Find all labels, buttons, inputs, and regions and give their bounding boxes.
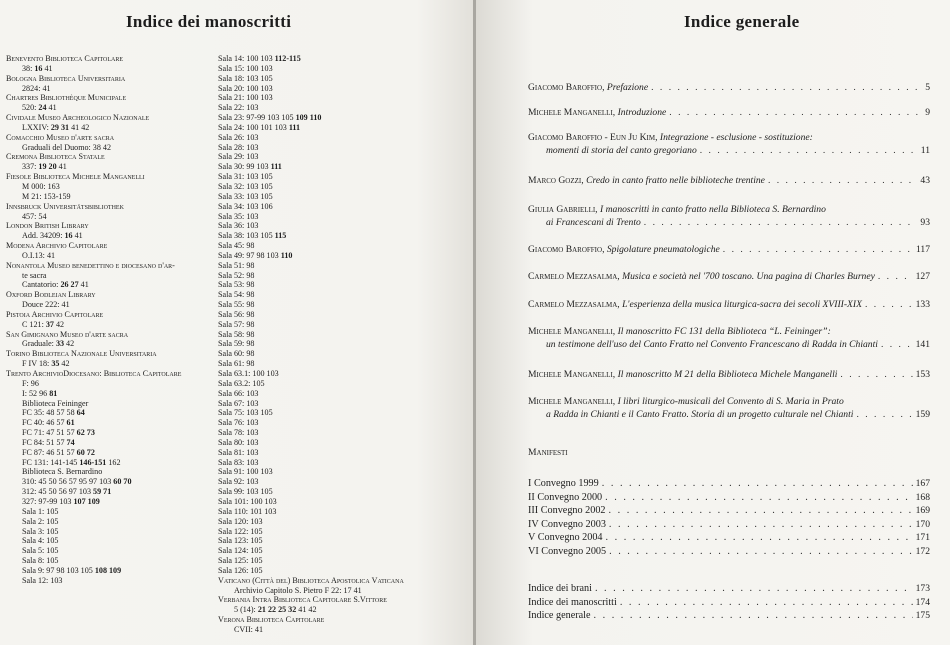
toc-author: Michele Manganelli, bbox=[528, 326, 616, 337]
index-entry: Graduali del Duomo: 38 42 bbox=[22, 142, 112, 152]
index-entry: Sala 33: 103 105 bbox=[218, 191, 273, 201]
toc-author: Michele Manganelli, bbox=[528, 369, 616, 380]
index-entry: Torino Biblioteca Nazionale Universitaria bbox=[6, 349, 157, 359]
index-entry: Sala 92: 103 bbox=[218, 477, 259, 487]
toc-line bbox=[528, 396, 930, 409]
index-entry: Sala 126: 105 bbox=[218, 565, 263, 575]
index-entry: Sala 23: 97-99 103 105 109 110 bbox=[218, 113, 322, 123]
left-page bbox=[0, 0, 474, 645]
index-entry: Sala 101: 100 103 bbox=[218, 496, 277, 506]
index-entry: Sala 49: 97 98 103 110 bbox=[218, 250, 293, 260]
index-entry: Sala 56: 98 bbox=[218, 309, 255, 319]
toc-entry bbox=[528, 326, 930, 351]
toc-title: III Convegno 2002 bbox=[528, 505, 606, 517]
toc-line bbox=[528, 505, 930, 518]
toc-entry bbox=[528, 505, 930, 518]
index-column-2 bbox=[218, 54, 468, 635]
toc-line bbox=[528, 132, 930, 145]
dot-leader bbox=[606, 532, 913, 545]
index-entry: Sala 52: 98 bbox=[218, 270, 255, 280]
index-entry: Sala 2: 105 bbox=[22, 516, 59, 526]
toc-page-number: 159 bbox=[915, 408, 930, 420]
toc-author: Marco Gozzi, bbox=[528, 175, 584, 186]
toc-title: Prefazione bbox=[606, 82, 649, 93]
index-entry: Add. 34209: 16 41 bbox=[22, 231, 83, 241]
index-entry: Sala 76: 103 bbox=[218, 418, 259, 428]
toc-author: Carmelo Mezzasalma, bbox=[528, 299, 620, 310]
toc-page-number: 43 bbox=[920, 175, 930, 186]
toc-line bbox=[528, 244, 930, 257]
index-entry: Benevento Biblioteca Capitolare bbox=[6, 54, 124, 63]
index-entry: Sala 67: 103 bbox=[218, 398, 259, 408]
index-entry: Biblioteca Feininger bbox=[22, 398, 89, 408]
index-entry: Sala 9: 97 98 103 105 108 109 bbox=[22, 565, 122, 575]
toc-entry bbox=[528, 369, 930, 382]
toc-entry bbox=[528, 610, 930, 623]
index-entry: Sala 34: 103 106 bbox=[218, 201, 273, 211]
index-entry: Sala 63.1: 100 103 bbox=[218, 369, 279, 378]
index-entry: Nonantola Museo benedettino e diocesano d'ar- bbox=[6, 260, 175, 270]
toc-author: Giacomo Baroffio, bbox=[528, 244, 605, 255]
index-entry: Sala 81: 103 bbox=[218, 447, 259, 457]
toc-entry bbox=[528, 175, 930, 188]
toc-entry bbox=[528, 107, 930, 120]
toc-entry bbox=[528, 396, 930, 421]
index-entry: Sala 75: 103 105 bbox=[218, 408, 273, 418]
index-entry: FC 35: 48 57 58 64 bbox=[22, 408, 85, 418]
index-entry: Sala 5: 105 bbox=[22, 546, 59, 556]
toc-title: V Convegno 2004 bbox=[528, 532, 603, 544]
index-entry: Innsbruck Universitätsbibliothek bbox=[6, 201, 124, 211]
index-entry: 310: 45 50 56 57 95 97 103 60 70 bbox=[22, 477, 132, 487]
toc-entry bbox=[528, 546, 930, 559]
index-entry: San Gimignano Museo d'arte sacra bbox=[6, 329, 129, 339]
toc-line bbox=[528, 492, 930, 505]
toc-entry bbox=[528, 597, 930, 610]
index-entry: F: 96 bbox=[22, 378, 39, 388]
index-entry: Sala 14: 100 103 112-115 bbox=[218, 54, 301, 63]
index-entry: C 121: 37 42 bbox=[22, 319, 65, 329]
toc-entry bbox=[528, 583, 930, 596]
toc-author: Carmelo Mezzasalma, bbox=[528, 271, 620, 282]
page-title-manuscript-index: Indice dei manoscritti bbox=[126, 12, 292, 31]
toc-title: Musica e società nel '700 toscano. Una pagina di Charles Burney bbox=[622, 271, 875, 282]
toc-entry bbox=[528, 478, 930, 491]
index-entry: FC 71: 47 51 57 62 73 bbox=[22, 428, 95, 438]
index-entry: Sala 32: 103 105 bbox=[218, 181, 273, 191]
index-entry: Oxford Bodleian Library bbox=[6, 290, 96, 300]
index-entry: Fiesole Biblioteca Michele Manganelli bbox=[6, 172, 145, 182]
toc-page-number: 169 bbox=[915, 505, 930, 517]
index-entry: Sala 122: 105 bbox=[218, 526, 263, 536]
index-entry: Sala 60: 98 bbox=[218, 349, 255, 359]
index-entry: Trento ArchivioDiocesano: Biblioteca Capitolare bbox=[6, 369, 182, 378]
index-entry: 5 (14): 21 22 25 32 41 42 bbox=[234, 605, 317, 615]
manifesti-heading: Manifesti bbox=[528, 447, 568, 458]
toc-title: L'esperienza della musica liturgica-sacra dei secoli XVIII-XIX bbox=[622, 299, 862, 310]
index-entry: LXXIV: 29 31 41 42 bbox=[22, 122, 90, 132]
toc-title: ai Francescani di Trento bbox=[546, 216, 641, 228]
index-entry: Sala 38: 103 105 115 bbox=[218, 231, 287, 241]
index-entry: Sala 3: 105 bbox=[22, 526, 59, 536]
toc-page-number: 93 bbox=[920, 216, 930, 228]
index-entry: 327: 97-99 103 107 109 bbox=[22, 496, 100, 506]
toc-title: Il manoscritto M 21 della Biblioteca Michele Manganelli bbox=[617, 369, 838, 380]
index-entry: M 21: 153-159 bbox=[22, 191, 71, 201]
index-entry: 2824: 41 bbox=[22, 83, 51, 93]
toc-line bbox=[528, 409, 930, 422]
index-entry: FC 131: 141-145 146-151 162 bbox=[22, 457, 121, 467]
index-entry: Sala 22: 103 bbox=[218, 103, 259, 113]
index-entry: Sala 15: 100 103 bbox=[218, 63, 273, 73]
index-entry: Cantatorio: 26 27 41 bbox=[22, 280, 89, 290]
toc-title: Indice generale bbox=[528, 610, 591, 622]
index-entry: Sala 12: 103 bbox=[22, 575, 63, 585]
toc-line bbox=[528, 339, 930, 352]
dot-leader bbox=[609, 519, 913, 532]
index-entry: Sala 36: 103 bbox=[218, 221, 259, 231]
toc-entry bbox=[528, 519, 930, 532]
toc-title: I manoscritti in canto fratto nella Biblioteca S. Bernardino bbox=[600, 204, 826, 215]
index-entry: Sala 110: 101 103 bbox=[218, 506, 277, 516]
toc-line bbox=[528, 583, 930, 596]
toc-title: Indice dei brani bbox=[528, 583, 592, 594]
toc-page-number: 117 bbox=[915, 244, 930, 255]
index-entry: Sala 54: 98 bbox=[218, 290, 255, 300]
toc-title: I Convegno 1999 bbox=[528, 478, 599, 489]
index-entry: Sala 58: 98 bbox=[218, 329, 255, 339]
index-entry: Sala 31: 103 105 bbox=[218, 172, 273, 182]
toc-entry bbox=[528, 132, 930, 157]
index-entry: Sala 18: 103 105 bbox=[218, 73, 273, 83]
toc-page-number: 170 bbox=[915, 518, 930, 530]
toc-line bbox=[528, 145, 930, 158]
index-entry: Sala 61: 98 bbox=[218, 359, 255, 369]
index-entry: Sala 35: 103 bbox=[218, 211, 259, 221]
dot-leader bbox=[620, 597, 913, 610]
index-entry: Sala 20: 100 103 bbox=[218, 83, 273, 93]
toc-line bbox=[528, 204, 930, 217]
toc-author: Michele Manganelli, bbox=[528, 107, 616, 118]
index-entry: Sala 24: 100 101 103 111 bbox=[218, 122, 301, 132]
index-entry: M 000: 163 bbox=[22, 181, 60, 191]
index-entry: 337: 19 20 41 bbox=[22, 162, 67, 172]
toc-page-number: 174 bbox=[915, 596, 930, 608]
index-entry: CVII: 41 bbox=[234, 624, 263, 634]
toc-page-number: 127 bbox=[915, 271, 930, 282]
toc-line bbox=[528, 82, 930, 95]
index-entry: Sala 53: 98 bbox=[218, 280, 255, 290]
toc-page-number: 11 bbox=[920, 144, 930, 156]
toc-title: Introduzione bbox=[617, 107, 667, 118]
index-entry: Sala 8: 105 bbox=[22, 556, 59, 566]
dot-leader bbox=[768, 175, 917, 188]
toc-line bbox=[528, 546, 930, 559]
index-entry: Verona Biblioteca Capitolare bbox=[218, 615, 325, 625]
index-entry: Sala 83: 103 bbox=[218, 457, 259, 467]
toc-author: Michele Manganelli, bbox=[528, 396, 616, 407]
index-column-1 bbox=[6, 54, 212, 586]
toc-line bbox=[528, 217, 930, 230]
right-page bbox=[476, 0, 950, 645]
toc-line bbox=[528, 175, 930, 188]
index-entry: Modena Archivio Capitolare bbox=[6, 241, 108, 251]
toc-title: I libri liturgico-musicali del Convento di S. Maria in Prato bbox=[617, 396, 844, 407]
index-entry: FC 84: 51 57 74 bbox=[22, 437, 75, 447]
index-entry: Sala 91: 100 103 bbox=[218, 467, 273, 477]
toc-author: Giacomo Baroffio, bbox=[528, 82, 605, 93]
dot-leader bbox=[605, 492, 912, 505]
toc-line bbox=[528, 610, 930, 623]
toc-page-number: 9 bbox=[925, 107, 930, 118]
dot-leader bbox=[602, 478, 913, 491]
index-entry: Cividale Museo Archeologico Nazionale bbox=[6, 113, 150, 123]
toc-entry bbox=[528, 82, 930, 95]
index-entry: Pistoia Archivio Capitolare bbox=[6, 309, 104, 319]
index-entry: Sala 78: 103 bbox=[218, 428, 259, 438]
toc-line bbox=[528, 271, 930, 284]
index-entry: Douce 222: 41 bbox=[22, 300, 70, 310]
index-entry: Sala 59: 98 bbox=[218, 339, 255, 349]
toc-page-number: 5 bbox=[925, 82, 930, 93]
dot-leader bbox=[856, 409, 912, 422]
toc-line bbox=[528, 519, 930, 532]
toc-line bbox=[528, 326, 930, 339]
toc-title: momenti di storia del canto gregoriano bbox=[546, 144, 697, 156]
toc-title: Credo in canto fratto nelle biblioteche trentine bbox=[586, 175, 765, 186]
index-entry: Graduale: 33 42 bbox=[22, 339, 75, 349]
index-entry: Biblioteca S. Bernardino bbox=[22, 467, 103, 477]
toc-page-number: 173 bbox=[915, 583, 930, 594]
toc-title: Il manoscritto FC 131 della Biblioteca “L. Feininger”: bbox=[617, 326, 831, 337]
dot-leader bbox=[595, 583, 913, 596]
index-entry: Comacchio Museo d'arte sacra bbox=[6, 132, 115, 142]
dot-leader bbox=[881, 339, 913, 352]
toc-title: IV Convegno 2003 bbox=[528, 518, 606, 530]
dot-leader bbox=[594, 610, 913, 623]
toc-page-number: 153 bbox=[915, 369, 930, 380]
toc-entry bbox=[528, 271, 930, 284]
index-entry: Cremona Biblioteca Statale bbox=[6, 152, 105, 162]
dot-leader bbox=[609, 505, 913, 518]
index-entry: te sacra bbox=[22, 270, 47, 280]
index-entry: Sala 1: 105 bbox=[22, 506, 59, 516]
index-entry: Sala 66: 103 bbox=[218, 388, 259, 398]
dot-leader bbox=[878, 271, 913, 284]
dot-leader bbox=[723, 244, 913, 257]
toc-title: Integrazione - esclusione - sostituzione: bbox=[659, 132, 813, 143]
toc-line bbox=[528, 597, 930, 610]
index-entry: 520: 24 41 bbox=[22, 103, 57, 113]
index-entry: Bologna Biblioteca Universitaria bbox=[6, 73, 126, 83]
toc-page-number: 172 bbox=[915, 546, 930, 557]
index-entry: Sala 124: 105 bbox=[218, 546, 263, 556]
index-entry: Sala 29: 103 bbox=[218, 152, 259, 162]
dot-leader bbox=[609, 546, 913, 559]
index-entry: Verbania Intra Biblioteca Capitolare S.Vittore bbox=[218, 595, 387, 605]
toc-author: Giacomo Baroffio - Eun Ju Kim, bbox=[528, 132, 658, 143]
index-entry: O.I.13: 41 bbox=[22, 250, 56, 260]
toc-title: un testimone dell'uso del Canto Fratto nel Convento Francescano di Radda in Chianti bbox=[546, 338, 878, 350]
index-entry: Sala 30: 99 103 111 bbox=[218, 162, 282, 172]
toc-title: Spigolature pneumatologiche bbox=[606, 244, 720, 255]
toc-line bbox=[528, 107, 930, 120]
toc-entry bbox=[528, 204, 930, 229]
index-entry: I: 52 96 81 bbox=[22, 388, 58, 398]
index-entry: Sala 125: 105 bbox=[218, 556, 263, 566]
index-entry: Sala 99: 103 105 bbox=[218, 487, 273, 497]
dot-leader bbox=[651, 82, 922, 95]
toc-page-number: 171 bbox=[915, 532, 930, 544]
toc-title: VI Convegno 2005 bbox=[528, 546, 607, 557]
toc-author: Giulia Gabrielli, bbox=[528, 204, 598, 215]
dot-leader bbox=[840, 369, 912, 382]
index-entry: Chartres Bibliothèque Municipale bbox=[6, 93, 127, 103]
index-entry: F IV 18: 35 42 bbox=[22, 359, 70, 369]
toc-page-number: 141 bbox=[915, 338, 930, 350]
dot-leader bbox=[644, 217, 918, 230]
index-entry: Sala 80: 103 bbox=[218, 437, 259, 447]
index-entry: Sala 63.2: 105 bbox=[218, 378, 265, 388]
dot-leader bbox=[865, 299, 913, 312]
index-entry: Sala 55: 98 bbox=[218, 300, 255, 310]
toc-line bbox=[528, 299, 930, 312]
toc-entry bbox=[528, 492, 930, 505]
index-entry: 312: 45 50 56 97 103 59 71 bbox=[22, 487, 112, 497]
index-entry: Sala 26: 103 bbox=[218, 132, 259, 142]
toc-page-number: 133 bbox=[915, 299, 930, 310]
toc-line bbox=[528, 532, 930, 545]
index-entry: Sala 45: 98 bbox=[218, 241, 255, 251]
dot-leader bbox=[700, 145, 918, 158]
index-entry: Sala 28: 103 bbox=[218, 142, 259, 152]
index-entry: Archivio Capitolo S. Pietro F 22: 17 41 bbox=[234, 585, 362, 595]
index-entry: Vaticano (Città del) Biblioteca Apostolica Vaticana bbox=[218, 575, 404, 585]
index-entry: Sala 57: 98 bbox=[218, 319, 255, 329]
index-entry: 38: 16 41 bbox=[22, 63, 53, 73]
toc-line bbox=[528, 369, 930, 382]
index-entry: Sala 123: 105 bbox=[218, 536, 263, 546]
index-entry: 457: 54 bbox=[22, 211, 47, 221]
toc-entry bbox=[528, 299, 930, 312]
toc-title: II Convegno 2000 bbox=[528, 491, 603, 503]
toc-title: Indice dei manoscritti bbox=[528, 596, 617, 608]
dot-leader bbox=[669, 107, 922, 120]
index-entry: FC 40: 46 57 61 bbox=[22, 418, 75, 428]
toc-title: a Radda in Chianti e il Canto Fratto. Storia di un progetto culturale nel Chianti bbox=[546, 408, 854, 420]
index-entry: Sala 4: 105 bbox=[22, 536, 59, 546]
index-entry: Sala 51: 98 bbox=[218, 260, 255, 270]
toc-entry bbox=[528, 244, 930, 257]
toc-line bbox=[528, 478, 930, 491]
toc-page-number: 168 bbox=[915, 491, 930, 503]
index-entry: FC 87: 46 51 57 60 72 bbox=[22, 447, 95, 457]
page-title-general-index: Indice generale bbox=[684, 12, 800, 31]
toc-page-number: 167 bbox=[915, 478, 930, 489]
index-entry: Sala 21: 100 103 bbox=[218, 93, 273, 103]
index-entry: Sala 120: 103 bbox=[218, 516, 263, 526]
toc-entry bbox=[528, 532, 930, 545]
toc-page-number: 175 bbox=[915, 610, 930, 622]
index-entry: London British Library bbox=[6, 221, 89, 231]
